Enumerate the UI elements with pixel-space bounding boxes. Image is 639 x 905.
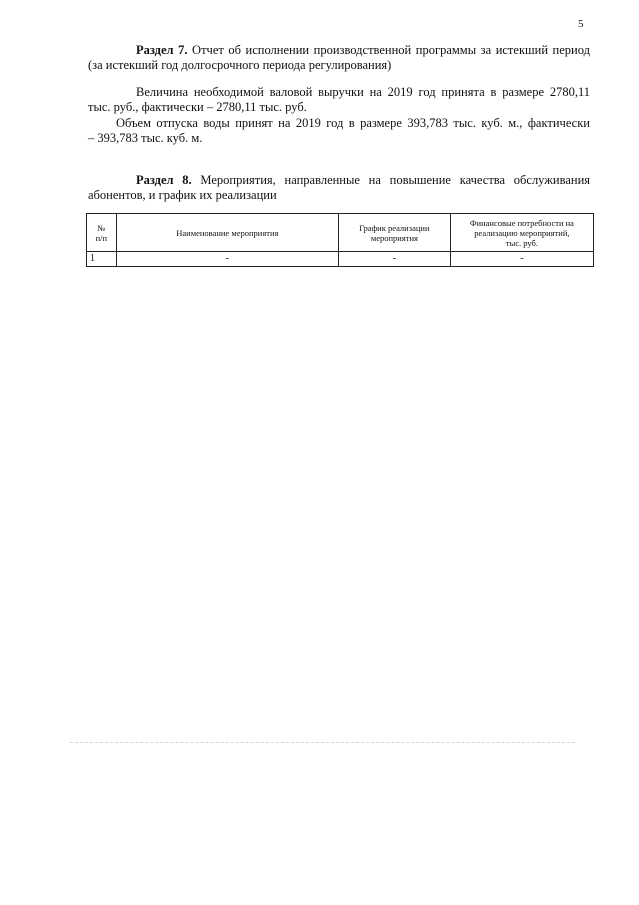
header-finance-line3: тыс. руб. [505,237,538,248]
water-volume-paragraph [88,116,590,145]
section8-title: Мероприятия, направленные на повышение качества обслуживания [200,173,591,187]
cell-schedule: - [339,252,451,267]
water-volume-line1: Объем отпуска воды принят на 2019 год в размере 393,783 тыс. куб. м., фактически [116,116,590,130]
measures-table [86,213,594,267]
revenue-line1: Величина необходимой валовой выручки на 2019 год принята в размере 2780,11 [136,85,590,99]
header-schedule-line1: График реализации [359,222,430,233]
page-number: 5 [578,18,584,30]
revenue-paragraph [88,85,590,114]
section7-title: Отчет об исполнении производственной программы за истекший период [192,43,590,57]
header-number [87,214,117,252]
revenue-line2: тыс. руб., фактически – 2780,11 тыс. руб. [88,99,307,114]
section7-label: Раздел 7. [136,43,188,57]
header-finance-line2: реализацию мероприятий, [474,227,570,238]
table-row [87,252,594,267]
header-schedule-line2: мероприятия [370,232,418,243]
cell-name: - [116,252,338,267]
section8-label: Раздел 8. [136,173,192,187]
section8-heading [88,173,590,202]
section7-line1 [88,43,590,58]
section8-line2: абонентов, и график их реализации [88,187,277,202]
section7-heading [88,43,590,72]
table-header-row [87,214,594,252]
header-finance-line1: Финансовые потребности на [469,217,574,228]
header-number-line1: № [97,222,106,233]
header-schedule [339,214,451,252]
water-volume-line2: – 393,783 тыс. куб. м. [88,130,203,145]
cell-number: 1 [87,252,117,267]
cell-finance: - [450,252,593,267]
header-number-line2: п/п [95,232,108,243]
header-finance [450,214,593,252]
header-name: Наименование мероприятия [116,214,338,252]
scan-artifact-line [70,742,575,743]
section8-line1 [88,173,590,188]
section7-line2: (за истекший год долгосрочного периода регулирования) [88,57,392,72]
